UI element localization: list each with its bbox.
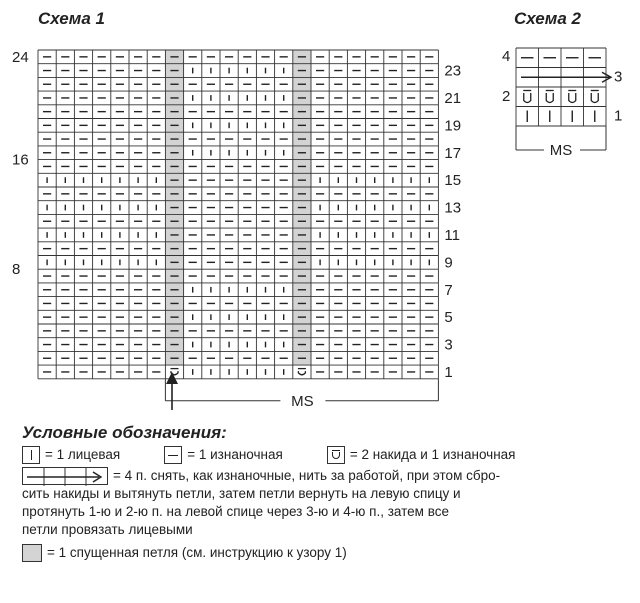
row-label-left: 16 bbox=[12, 151, 29, 169]
legend-row-drop bbox=[22, 544, 627, 562]
row-label-left: 2 bbox=[502, 88, 511, 105]
row-label-right: 1 bbox=[614, 107, 623, 125]
row-label-left: 24 bbox=[12, 49, 29, 66]
row-label-right: 17 bbox=[444, 144, 462, 162]
scheme1-chart bbox=[12, 49, 461, 410]
legend-drop-text: = 1 спущенная петля (см. инструкцию к узору 1) bbox=[47, 545, 347, 560]
cable-arrow-symbol-icon bbox=[22, 467, 108, 485]
row-label-right: 21 bbox=[444, 89, 462, 107]
legend-row-basic bbox=[22, 446, 627, 464]
row-label-right: 19 bbox=[444, 117, 462, 135]
purl-symbol-icon bbox=[164, 446, 182, 464]
legend-purl bbox=[164, 446, 283, 464]
yo-stitch bbox=[591, 91, 599, 103]
dropped-stitch-symbol-icon bbox=[22, 544, 42, 562]
legend-cable-line-2: протянуть 1-ю и 2-ю п. на левой спице через 3-ю и 4-ю п., затем все bbox=[22, 504, 449, 519]
row-label-right: 9 bbox=[444, 254, 453, 272]
row-label-right: 5 bbox=[444, 309, 453, 327]
legend-cable-line-3: петли провязать лицевыми bbox=[22, 522, 193, 537]
repeat-label: MS bbox=[549, 142, 573, 159]
scheme2-title: Схема 2 bbox=[514, 9, 581, 28]
yo-stitch bbox=[523, 91, 531, 103]
scheme2-chart bbox=[502, 48, 622, 159]
legend-knit bbox=[22, 446, 120, 464]
legend-yo bbox=[327, 446, 516, 464]
legend bbox=[22, 424, 627, 562]
row-label-right: 3 bbox=[444, 336, 453, 354]
scheme1-title: Схема 1 bbox=[38, 9, 105, 28]
knit-symbol-icon bbox=[22, 446, 40, 464]
row-label-left: 8 bbox=[12, 261, 21, 279]
yo-stitch bbox=[568, 91, 576, 103]
row-label-right: 1 bbox=[444, 363, 453, 381]
row-label-right: 13 bbox=[444, 199, 462, 217]
start-arrow bbox=[166, 372, 178, 410]
yo-stitch bbox=[546, 91, 554, 103]
legend-title: Условные обозначения: bbox=[22, 423, 227, 442]
row-label-right: 23 bbox=[444, 62, 462, 80]
row-label-right: 7 bbox=[444, 281, 453, 299]
yarn-over-symbol-icon bbox=[327, 446, 345, 464]
row-label-left: 4 bbox=[502, 48, 511, 65]
legend-purl-text: = 1 изнаночная bbox=[187, 447, 283, 462]
row-label-right: 15 bbox=[444, 172, 462, 190]
legend-knit-text: = 1 лицевая bbox=[45, 447, 121, 462]
row-label-right: 11 bbox=[444, 226, 460, 244]
repeat-label: MS bbox=[291, 392, 314, 410]
legend-yo-text: = 2 накида и 1 изнаночная bbox=[349, 447, 516, 462]
legend-cable-line-1: сить накиды и вытянуть петли, затем петли вернуть на левую спицу и bbox=[22, 486, 461, 501]
legend-row-cable bbox=[22, 467, 627, 485]
row-label-right: 3 bbox=[614, 68, 623, 86]
legend-cable-text: = 4 п. снять, как изнаночные, нить за работой, при этом сбро- bbox=[113, 468, 501, 483]
yo-stitch bbox=[298, 369, 306, 375]
